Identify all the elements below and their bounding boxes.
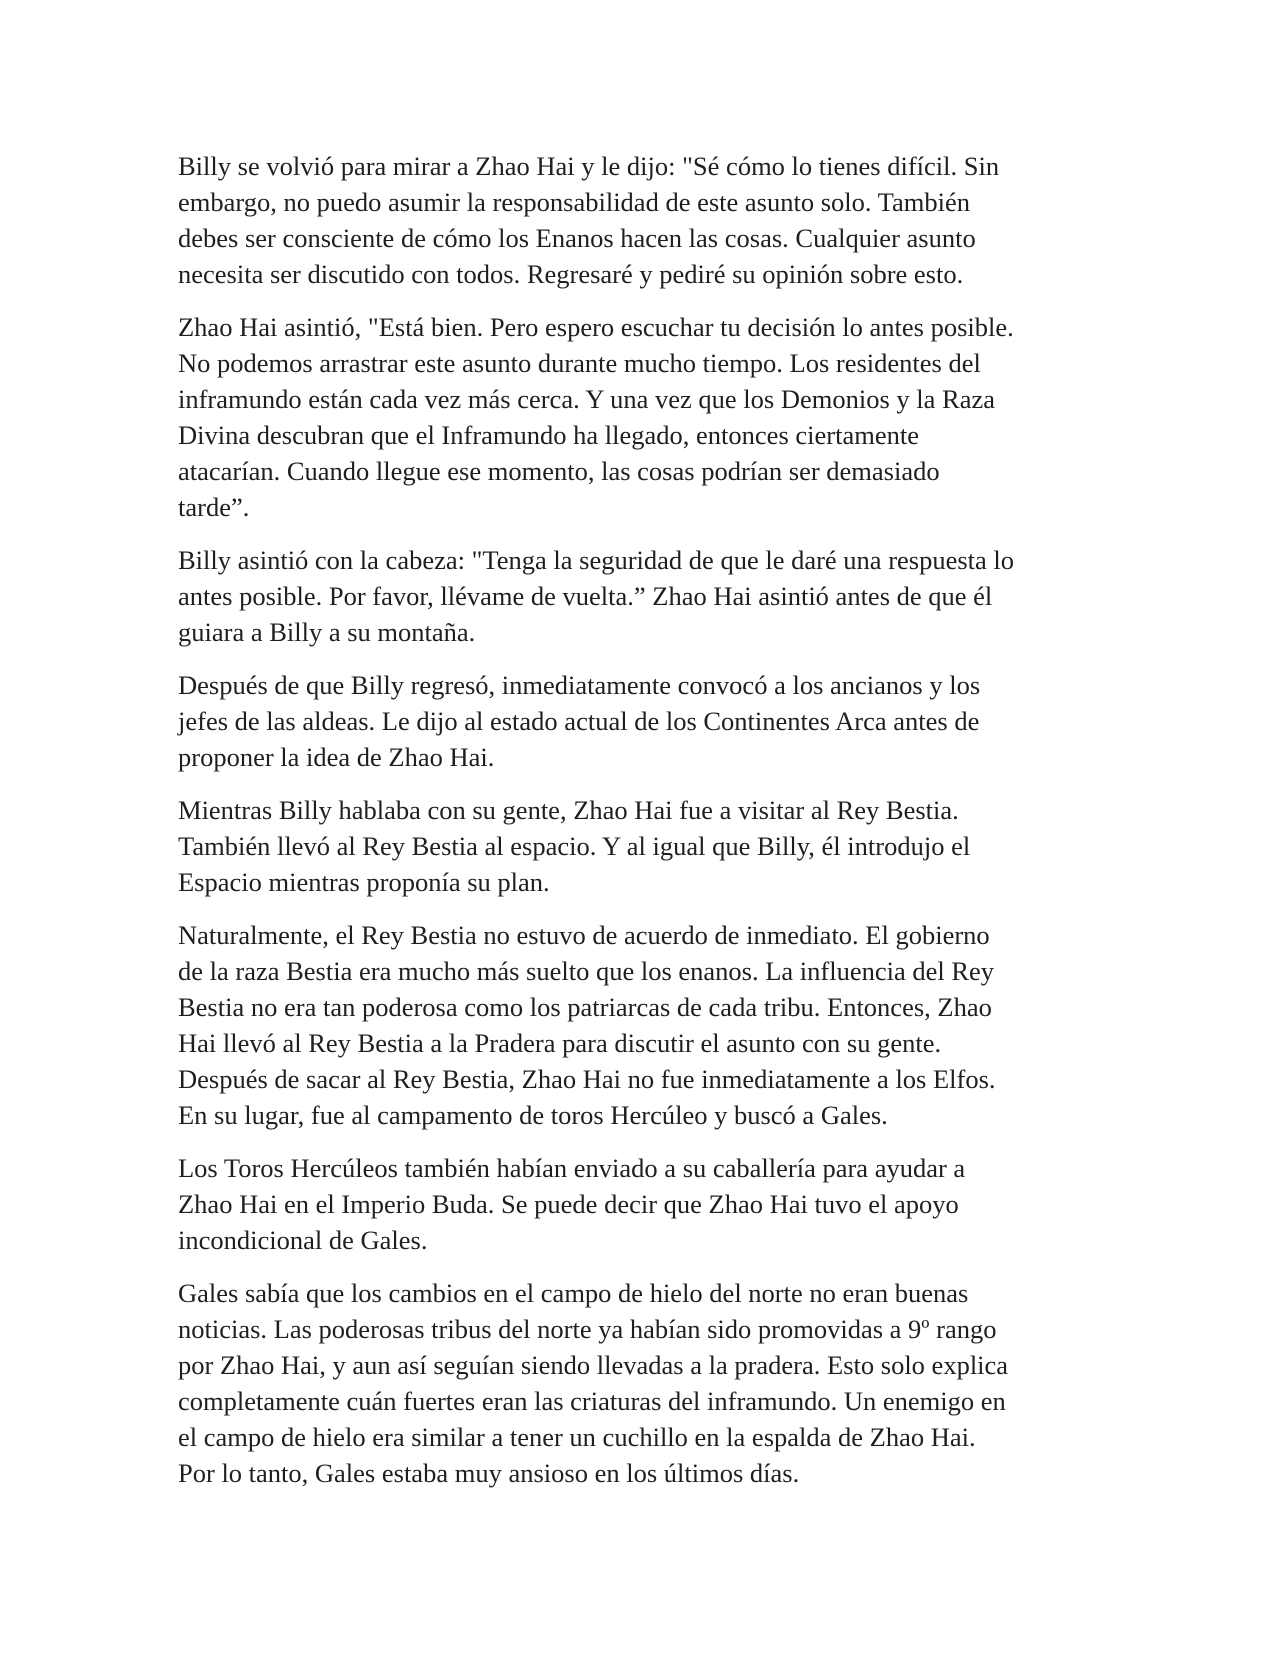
text-line: Zhao Hai en el Imperio Buda. Se puede decir que Zhao Hai tuvo el apoyo (178, 1189, 959, 1219)
text-line: noticias. Las poderosas tribus del norte ya habían sido promovidas a 9º rango (178, 1314, 997, 1344)
text-line: necesita ser discutido con todos. Regresaré y pediré su opinión sobre esto. (178, 259, 964, 289)
document-body (178, 148, 1118, 1508)
text-line: completamente cuán fuertes eran las criaturas del inframundo. Un enemigo en (178, 1386, 1006, 1416)
text-line: proponer la idea de Zhao Hai. (178, 742, 495, 772)
paragraph (178, 542, 1118, 650)
text-line: Divina descubran que el Inframundo ha llegado, entonces ciertamente (178, 420, 919, 450)
text-line: No podemos arrastrar este asunto durante mucho tiempo. Los residentes del (178, 348, 981, 378)
text-line: embargo, no puedo asumir la responsabilidad de este asunto solo. También (178, 187, 970, 217)
text-line: Naturalmente, el Rey Bestia no estuvo de acuerdo de inmediato. El gobierno (178, 920, 990, 950)
text-line: Billy se volvió para mirar a Zhao Hai y le dijo: "Sé cómo lo tienes difícil. Sin (178, 151, 1000, 181)
text-line: atacarían. Cuando llegue ese momento, las cosas podrían ser demasiado (178, 456, 940, 486)
text-line: debes ser consciente de cómo los Enanos hacen las cosas. Cualquier asunto (178, 223, 976, 253)
text-line: inframundo están cada vez más cerca. Y una vez que los Demonios y la Raza (178, 384, 995, 414)
text-line: También llevó al Rey Bestia al espacio. Y al igual que Billy, él introdujo el (178, 831, 971, 861)
text-line: Por lo tanto, Gales estaba muy ansioso en los últimos días. (178, 1458, 800, 1488)
text-line: Mientras Billy hablaba con su gente, Zhao Hai fue a visitar al Rey Bestia. (178, 795, 959, 825)
paragraph (178, 1150, 1118, 1258)
text-line: Después de que Billy regresó, inmediatamente convocó a los ancianos y los (178, 670, 981, 700)
text-line: tarde”. (178, 492, 250, 522)
text-line: En su lugar, fue al campamento de toros Hercúleo y buscó a Gales. (178, 1100, 888, 1130)
text-line: por Zhao Hai, y aun así seguían siendo llevadas a la pradera. Esto solo explica (178, 1350, 1009, 1380)
paragraph (178, 667, 1118, 775)
text-line: antes posible. Por favor, llévame de vuelta.” Zhao Hai asintió antes de que él (178, 581, 993, 611)
text-line: jefes de las aldeas. Le dijo al estado actual de los Continentes Arca antes de (178, 706, 980, 736)
text-line: Bestia no era tan poderosa como los patriarcas de cada tribu. Entonces, Zhao (178, 992, 992, 1022)
text-line: Hai llevó al Rey Bestia a la Pradera para discutir el asunto con su gente. (178, 1028, 942, 1058)
paragraph (178, 309, 1118, 525)
text-line: Después de sacar al Rey Bestia, Zhao Hai no fue inmediatamente a los Elfos. (178, 1064, 996, 1094)
text-line: de la raza Bestia era mucho más suelto que los enanos. La influencia del Rey (178, 956, 995, 986)
text-line: Espacio mientras proponía su plan. (178, 867, 550, 897)
text-line: Billy asintió con la cabeza: "Tenga la seguridad de que le daré una respuesta lo (178, 545, 1015, 575)
text-line: Zhao Hai asintió, "Está bien. Pero espero escuchar tu decisión lo antes posible. (178, 312, 1014, 342)
text-line: guiara a Billy a su montaña. (178, 617, 476, 647)
text-line: Los Toros Hercúleos también habían enviado a su caballería para ayudar a (178, 1153, 966, 1183)
text-line: el campo de hielo era similar a tener un cuchillo en la espalda de Zhao Hai. (178, 1422, 976, 1452)
text-line: incondicional de Gales. (178, 1225, 428, 1255)
paragraph (178, 792, 1118, 900)
paragraph (178, 148, 1118, 292)
text-line: Gales sabía que los cambios en el campo de hielo del norte no eran buenas (178, 1278, 969, 1308)
paragraph (178, 1275, 1118, 1491)
paragraph (178, 917, 1118, 1133)
